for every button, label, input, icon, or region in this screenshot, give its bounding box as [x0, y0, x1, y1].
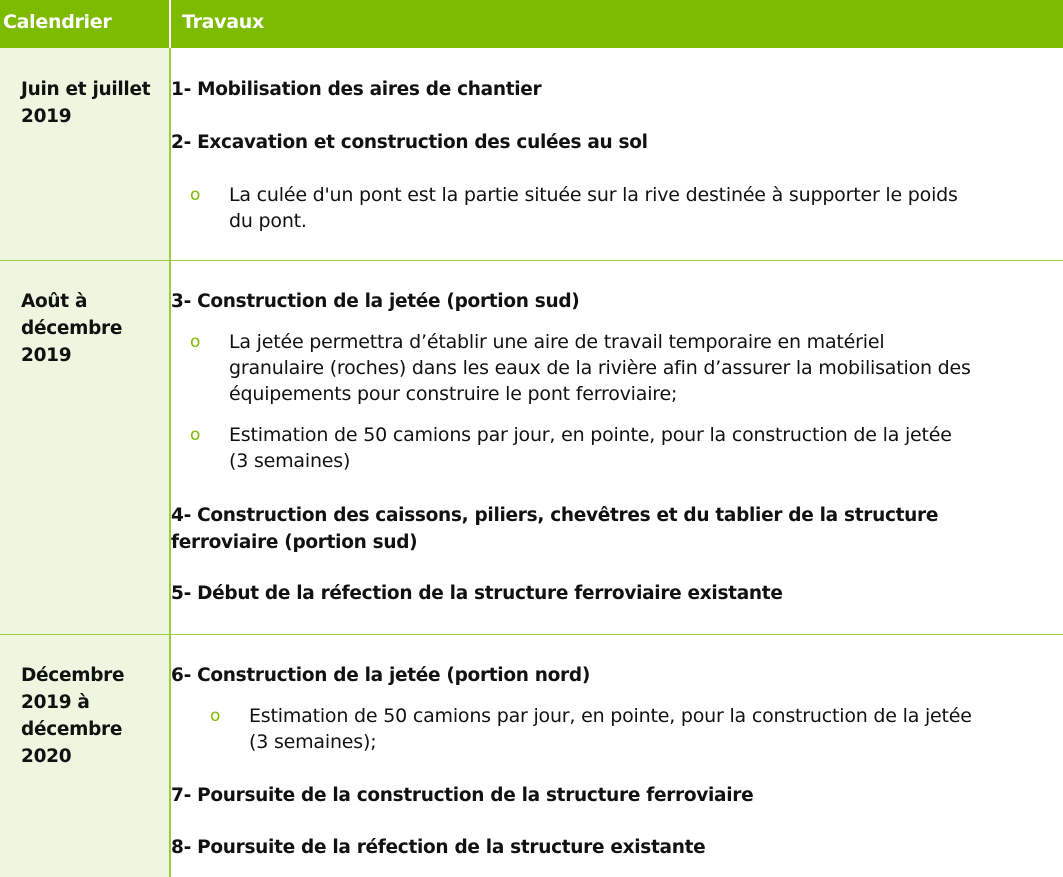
bullet-marker: o: [190, 332, 201, 352]
work-item-4-continued: ferroviaire (portion sud): [171, 532, 418, 553]
column-divider: [169, 48, 171, 877]
date-line: Décembre: [21, 665, 125, 686]
work-item-7: 7- Poursuite de la construction de la structure ferroviaire: [171, 785, 754, 806]
bullet-line: La jetée permettra d’établir une aire de travail temporaire en matériel: [229, 331, 885, 353]
row-1-date: [21, 76, 166, 130]
bullet-line: équipements pour construire le pont ferroviaire;: [229, 383, 678, 405]
header-calendrier: Calendrier: [3, 11, 112, 33]
work-item-1: 1- Mobilisation des aires de chantier: [171, 79, 542, 100]
bullet-item: [210, 703, 972, 755]
table-header: [0, 0, 1063, 48]
header-travaux: Travaux: [182, 11, 264, 33]
date-line: 2019: [21, 345, 72, 366]
row-3-date: [21, 662, 166, 770]
bullet-line: (3 semaines): [229, 450, 351, 472]
work-item-3: 3- Construction de la jetée (portion sud): [171, 291, 580, 312]
bullet-marker: o: [190, 185, 201, 205]
bullet-item: [190, 329, 971, 407]
date-line: 2019: [21, 106, 72, 127]
date-line: 2020: [21, 746, 72, 767]
work-item-4: 4- Construction des caissons, piliers, chevêtres et du tablier de la structure: [171, 505, 939, 526]
date-line: Juin et juillet: [21, 79, 151, 100]
row-2-date: [21, 288, 166, 369]
bullet-marker: o: [210, 706, 221, 726]
work-item-2: 2- Excavation et construction des culées au sol: [171, 132, 648, 153]
date-line: 2019 à: [21, 692, 90, 713]
row-divider: [0, 260, 1063, 261]
date-line: Août à: [21, 291, 88, 312]
bullet-item: [190, 422, 952, 474]
bullet-line: (3 semaines);: [249, 731, 377, 753]
header-divider: [169, 0, 171, 48]
work-item-5: 5- Début de la réfection de la structure ferroviaire existante: [171, 583, 783, 604]
work-item-6: 6- Construction de la jetée (portion nord): [171, 665, 590, 686]
bullet-line: La culée d'un pont est la partie située sur la rive destinée à supporter le poids: [229, 184, 958, 206]
row-divider: [0, 634, 1063, 635]
bullet-marker: o: [190, 425, 201, 445]
bullet-line: granulaire (roches) dans les eaux de la rivière afin d’assurer la mobilisation des: [229, 357, 971, 379]
date-line: décembre: [21, 318, 123, 339]
bullet-line: Estimation de 50 camions par jour, en pointe, pour la construction de la jetée: [229, 424, 952, 446]
date-line: décembre: [21, 719, 123, 740]
work-item-8: 8- Poursuite de la réfection de la structure existante: [171, 837, 706, 858]
bullet-line: du pont.: [229, 210, 307, 232]
bullet-item: [190, 182, 958, 234]
bullet-line: Estimation de 50 camions par jour, en pointe, pour la construction de la jetée: [249, 705, 972, 727]
